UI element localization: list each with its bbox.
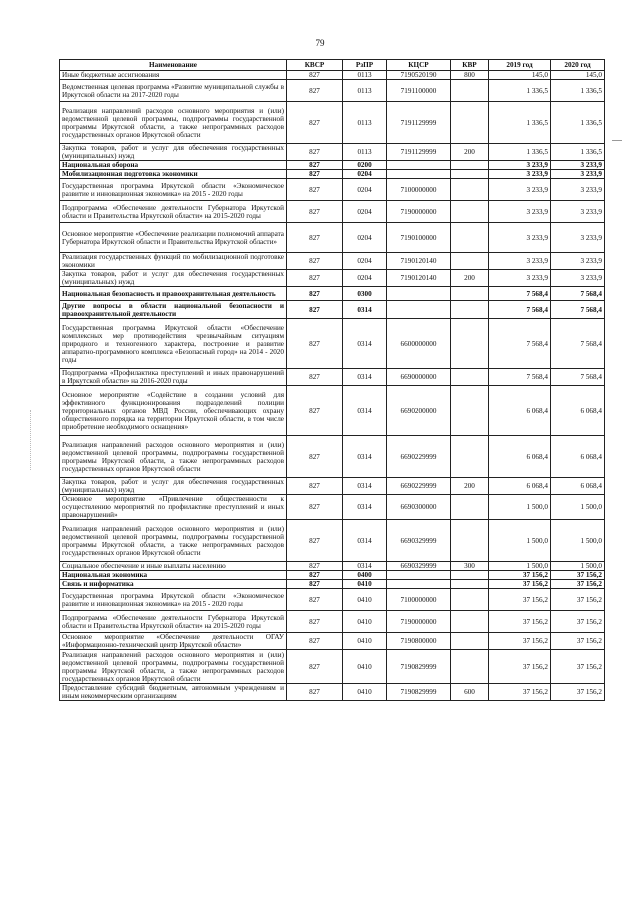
cell-name: Предоставление субсидий бюджетным, автономным учреждениям и иным некоммерческим организациям (60, 684, 287, 701)
cell-kvr (451, 520, 489, 562)
cell-kvr: 200 (451, 270, 489, 287)
cell-name: Национальная экономика (60, 571, 287, 580)
cell-2019: 3 233,9 (489, 161, 551, 170)
table-row (60, 650, 605, 684)
cell-rzpr: 0314 (343, 436, 387, 478)
cell-ksvr: 827 (287, 253, 343, 270)
cell-name: Закупка товаров, работ и услуг для обеспечения государственных (муниципальных) нужд (60, 478, 287, 495)
cell-ksr: 7190829999 (387, 684, 451, 701)
cell-2020: 3 233,9 (551, 270, 605, 287)
cell-2020: 7 568,4 (551, 369, 605, 386)
table-row (60, 270, 605, 287)
cell-rzpr: 0204 (343, 170, 387, 179)
cell-rzpr: 0204 (343, 270, 387, 287)
cell-kvr (451, 589, 489, 611)
table-row (60, 179, 605, 201)
cell-ksvr: 827 (287, 170, 343, 179)
cell-2020: 37 156,2 (551, 589, 605, 611)
cell-rzpr: 0410 (343, 589, 387, 611)
cell-name: Национальная безопасность и правоохранительная деятельность (60, 287, 287, 301)
cell-2019: 37 156,2 (489, 633, 551, 650)
cell-ksr: 7100000000 (387, 179, 451, 201)
header-2019: 2019 год (489, 60, 551, 71)
cell-rzpr: 0204 (343, 253, 387, 270)
cell-rzpr: 0314 (343, 478, 387, 495)
cell-kvr: 200 (451, 144, 489, 161)
cell-2019: 1 500,0 (489, 495, 551, 520)
cell-2019: 3 233,9 (489, 253, 551, 270)
cell-ksr (387, 571, 451, 580)
cell-2020: 37 156,2 (551, 684, 605, 701)
table-row (60, 611, 605, 633)
cell-2019: 37 156,2 (489, 650, 551, 684)
cell-name: Основное мероприятие «Обеспечение деятельности ОГАУ «Информационно-технический центр Иркутской области» (60, 633, 287, 650)
cell-ksr: 6690200000 (387, 386, 451, 436)
table-header-row (60, 60, 605, 71)
cell-ksvr: 827 (287, 144, 343, 161)
cell-2019: 3 233,9 (489, 270, 551, 287)
cell-ksvr: 827 (287, 223, 343, 253)
table-row (60, 301, 605, 319)
cell-rzpr: 0200 (343, 161, 387, 170)
table-row (60, 369, 605, 386)
cell-ksr: 6690329999 (387, 520, 451, 562)
cell-2019: 1 336,5 (489, 144, 551, 161)
cell-ksvr: 827 (287, 436, 343, 478)
cell-name: Государственная программа Иркутской области «Обеспечение комплексных мер противодействия чрезвычайным ситуациям природного и техногенного характера, построение и развитие аппаратно-программного комплекса «Безопасный город» на 2014 - 2020 годы (60, 319, 287, 369)
cell-rzpr: 0410 (343, 650, 387, 684)
cell-kvr: 200 (451, 478, 489, 495)
table-row (60, 520, 605, 562)
cell-2019: 6 068,4 (489, 478, 551, 495)
cell-2019: 3 233,9 (489, 170, 551, 179)
cell-name: Реализация направлений расходов основного мероприятия и (или) ведомственной целевой программы, подпрограммы государственной программы Иркутской области, а также непрограммных расходов государственных органов Иркутской области (60, 520, 287, 562)
table-row (60, 144, 605, 161)
table-row (60, 287, 605, 301)
table-row (60, 684, 605, 701)
cell-ksvr: 827 (287, 589, 343, 611)
cell-rzpr: 0314 (343, 562, 387, 571)
header-kvr: КВР (451, 60, 489, 71)
cell-2019: 37 156,2 (489, 684, 551, 701)
cell-ksvr: 827 (287, 161, 343, 170)
cell-2019: 37 156,2 (489, 580, 551, 589)
cell-ksvr: 827 (287, 386, 343, 436)
cell-name: Государственная программа Иркутской области «Экономическое развитие и инновационная экономика» на 2015 - 2020 годы (60, 589, 287, 611)
cell-2020: 6 068,4 (551, 436, 605, 478)
cell-name: Национальная оборона (60, 161, 287, 170)
cell-rzpr: 0113 (343, 102, 387, 144)
cell-kvr (451, 650, 489, 684)
cell-kvr (451, 386, 489, 436)
budget-table (59, 59, 605, 701)
cell-name: Реализация направлений расходов основного мероприятия и (или) ведомственной целевой программы, подпрограммы государственной программы Иркутской области, а также непрограммных расходов государственных органов Иркутской области (60, 650, 287, 684)
cell-ksvr: 827 (287, 319, 343, 369)
table-row (60, 71, 605, 80)
cell-2019: 1 336,5 (489, 102, 551, 144)
cell-ksvr: 827 (287, 580, 343, 589)
table-row (60, 170, 605, 179)
cell-rzpr: 0314 (343, 319, 387, 369)
cell-2019: 7 568,4 (489, 319, 551, 369)
cell-2020: 1 500,0 (551, 495, 605, 520)
cell-ksr: 6600000000 (387, 319, 451, 369)
cell-kvr (451, 580, 489, 589)
cell-2019: 6 068,4 (489, 386, 551, 436)
cell-ksvr: 827 (287, 571, 343, 580)
cell-kvr (451, 170, 489, 179)
header-name: Наименование (60, 60, 287, 71)
cell-ksvr: 827 (287, 562, 343, 571)
cell-2019: 3 233,9 (489, 179, 551, 201)
cell-2020: 3 233,9 (551, 161, 605, 170)
cell-rzpr: 0204 (343, 223, 387, 253)
cell-ksvr: 827 (287, 287, 343, 301)
cell-name: Подпрограмма «Обеспечение деятельности Губернатора Иркутской области и Правительства Иркутской области» на 2015-2020 годы (60, 611, 287, 633)
cell-kvr (451, 102, 489, 144)
cell-ksr: 7190000000 (387, 611, 451, 633)
cell-name: Основное мероприятие «Содействие в создании условий для эффективного функционирования подразделений полиции территориальных органов МВД России, обеспечивающих охрану общественного порядка на территории Иркутской области, в том числе приобретение необходимого оснащения» (60, 386, 287, 436)
cell-kvr (451, 201, 489, 223)
cell-ksr (387, 580, 451, 589)
table-row (60, 562, 605, 571)
page-number: 79 (315, 38, 325, 48)
cell-2020: 6 068,4 (551, 386, 605, 436)
scan-artifact (30, 410, 32, 470)
cell-2020: 145,0 (551, 71, 605, 80)
cell-2020: 1 336,5 (551, 144, 605, 161)
cell-ksr: 6690000000 (387, 369, 451, 386)
cell-name: Закупка товаров, работ и услуг для обеспечения государственных (муниципальных) нужд (60, 270, 287, 287)
table-row (60, 633, 605, 650)
cell-ksvr: 827 (287, 684, 343, 701)
cell-kvr (451, 80, 489, 102)
table-body (60, 71, 605, 701)
cell-name: Основное мероприятие «Обеспечение реализации полномочий аппарата Губернатора Иркутской области и Правительства Иркутской области» (60, 223, 287, 253)
cell-rzpr: 0410 (343, 633, 387, 650)
cell-name: Связь и информатика (60, 580, 287, 589)
cell-2020: 3 233,9 (551, 179, 605, 201)
cell-kvr: 300 (451, 562, 489, 571)
cell-2019: 145,0 (489, 71, 551, 80)
cell-2019: 1 500,0 (489, 520, 551, 562)
cell-kvr (451, 287, 489, 301)
cell-rzpr: 0400 (343, 571, 387, 580)
table-row (60, 589, 605, 611)
cell-rzpr: 0314 (343, 386, 387, 436)
cell-2020: 37 156,2 (551, 571, 605, 580)
cell-kvr: 800 (451, 71, 489, 80)
cell-kvr (451, 319, 489, 369)
cell-2020: 7 568,4 (551, 287, 605, 301)
cell-rzpr: 0410 (343, 611, 387, 633)
cell-kvr (451, 633, 489, 650)
cell-2020: 37 156,2 (551, 611, 605, 633)
cell-2020: 7 568,4 (551, 301, 605, 319)
cell-ksvr: 827 (287, 301, 343, 319)
cell-ksr (387, 287, 451, 301)
cell-rzpr: 0410 (343, 684, 387, 701)
cell-kvr (451, 571, 489, 580)
cell-name: Мобилизационная подготовка экономики (60, 170, 287, 179)
cell-2020: 37 156,2 (551, 650, 605, 684)
cell-2020: 3 233,9 (551, 201, 605, 223)
cell-rzpr: 0314 (343, 495, 387, 520)
header-ksr: КЦСР (387, 60, 451, 71)
cell-rzpr: 0204 (343, 201, 387, 223)
table-row (60, 102, 605, 144)
table-row (60, 253, 605, 270)
cell-ksvr: 827 (287, 179, 343, 201)
table-row (60, 580, 605, 589)
cell-2019: 7 568,4 (489, 287, 551, 301)
cell-2019: 1 500,0 (489, 562, 551, 571)
cell-ksvr: 827 (287, 102, 343, 144)
cell-name: Иные бюджетные ассигнования (60, 71, 287, 80)
table-row (60, 436, 605, 478)
cell-rzpr: 0300 (343, 287, 387, 301)
cell-ksr: 7100000000 (387, 589, 451, 611)
header-2020: 2020 год (551, 60, 605, 71)
table-row (60, 319, 605, 369)
cell-kvr (451, 223, 489, 253)
cell-ksr: 6690229999 (387, 436, 451, 478)
cell-ksr: 7190100000 (387, 223, 451, 253)
cell-ksr: 6690229999 (387, 478, 451, 495)
cell-2019: 1 336,5 (489, 80, 551, 102)
cell-name: Ведомственная целевая программа «Развитие муниципальной службы в Иркутской области на 2017-2020 годы (60, 80, 287, 102)
cell-ksvr: 827 (287, 633, 343, 650)
cell-ksr: 7190520190 (387, 71, 451, 80)
cell-ksr: 6690329999 (387, 562, 451, 571)
cell-kvr (451, 301, 489, 319)
cell-2019: 7 568,4 (489, 301, 551, 319)
cell-kvr (451, 161, 489, 170)
header-rzpr: РзПР (343, 60, 387, 71)
cell-ksvr: 827 (287, 201, 343, 223)
cell-2020: 3 233,9 (551, 170, 605, 179)
cell-ksr: 7191100000 (387, 80, 451, 102)
cell-ksvr: 827 (287, 478, 343, 495)
cell-ksvr: 827 (287, 650, 343, 684)
cell-ksvr: 827 (287, 611, 343, 633)
cell-kvr: 600 (451, 684, 489, 701)
table-row (60, 571, 605, 580)
cell-ksr (387, 161, 451, 170)
cell-ksr: 6690300000 (387, 495, 451, 520)
cell-2019: 37 156,2 (489, 611, 551, 633)
cell-name: Государственная программа Иркутской области «Экономическое развитие и инновационная экономика» на 2015 - 2020 годы (60, 179, 287, 201)
cell-2020: 6 068,4 (551, 478, 605, 495)
cell-name: Реализация государственных функций по мобилизационной подготовке экономики (60, 253, 287, 270)
cell-2020: 1 500,0 (551, 520, 605, 562)
cell-rzpr: 0113 (343, 144, 387, 161)
cell-name: Подпрограмма «Профилактика преступлений и иных правонарушений в Иркутской области» на 2016-2020 годы (60, 369, 287, 386)
cell-ksr: 7190120140 (387, 253, 451, 270)
cell-2020: 3 233,9 (551, 223, 605, 253)
cell-kvr (451, 369, 489, 386)
cell-2019: 3 233,9 (489, 201, 551, 223)
cell-2019: 6 068,4 (489, 436, 551, 478)
cell-ksr (387, 170, 451, 179)
cell-2020: 37 156,2 (551, 633, 605, 650)
cell-name: Основное мероприятие «Привлечение общественности к осуществлению мероприятий по профилактике преступлений и иных правонарушений» (60, 495, 287, 520)
cell-kvr (451, 253, 489, 270)
table-row (60, 386, 605, 436)
table-row (60, 161, 605, 170)
header-ksvr: КВСР (287, 60, 343, 71)
table-row (60, 80, 605, 102)
cell-ksvr: 827 (287, 71, 343, 80)
cell-ksr: 7191129999 (387, 102, 451, 144)
cell-ksr (387, 301, 451, 319)
cell-name: Закупка товаров, работ и услуг для обеспечения государственных (муниципальных) нужд (60, 144, 287, 161)
cell-2019: 7 568,4 (489, 369, 551, 386)
cell-ksvr: 827 (287, 270, 343, 287)
cell-kvr (451, 495, 489, 520)
table-row (60, 201, 605, 223)
cell-2020: 1 336,5 (551, 102, 605, 144)
cell-2020: 37 156,2 (551, 580, 605, 589)
cell-name: Подпрограмма «Обеспечение деятельности Губернатора Иркутской области и Правительства Иркутской области» на 2015-2020 годы (60, 201, 287, 223)
cell-rzpr: 0314 (343, 301, 387, 319)
cell-rzpr: 0113 (343, 71, 387, 80)
table-row (60, 223, 605, 253)
cell-2019: 37 156,2 (489, 589, 551, 611)
cell-rzpr: 0314 (343, 520, 387, 562)
cell-name: Социальное обеспечение и иные выплаты населению (60, 562, 287, 571)
cell-rzpr: 0314 (343, 369, 387, 386)
cell-rzpr: 0410 (343, 580, 387, 589)
cell-name: Реализация направлений расходов основного мероприятия и (или) ведомственной целевой программы, подпрограммы государственной программы Иркутской области, а также непрограммных расходов государственных органов Иркутской области (60, 102, 287, 144)
cell-name: Другие вопросы в области национальной безопасности и правоохранительной деятельности (60, 301, 287, 319)
cell-ksr: 7191129999 (387, 144, 451, 161)
cell-ksr: 7190829999 (387, 650, 451, 684)
cell-2019: 37 156,2 (489, 571, 551, 580)
cell-ksr: 7190000000 (387, 201, 451, 223)
cell-2020: 3 233,9 (551, 253, 605, 270)
cell-kvr (451, 436, 489, 478)
cell-kvr (451, 611, 489, 633)
scan-artifact (612, 140, 622, 142)
table-row (60, 495, 605, 520)
cell-kvr (451, 179, 489, 201)
cell-ksvr: 827 (287, 369, 343, 386)
cell-ksvr: 827 (287, 520, 343, 562)
cell-ksr: 7190800000 (387, 633, 451, 650)
cell-ksvr: 827 (287, 495, 343, 520)
cell-2019: 3 233,9 (489, 223, 551, 253)
cell-2020: 1 336,5 (551, 80, 605, 102)
cell-ksr: 7190120140 (387, 270, 451, 287)
cell-rzpr: 0204 (343, 179, 387, 201)
cell-2020: 7 568,4 (551, 319, 605, 369)
cell-ksvr: 827 (287, 80, 343, 102)
table-row (60, 478, 605, 495)
cell-rzpr: 0113 (343, 80, 387, 102)
cell-2020: 1 500,0 (551, 562, 605, 571)
cell-name: Реализация направлений расходов основного мероприятия и (или) ведомственной целевой программы, подпрограммы государственной программы Иркутской области, а также непрограммных расходов государственных органов Иркутской области (60, 436, 287, 478)
